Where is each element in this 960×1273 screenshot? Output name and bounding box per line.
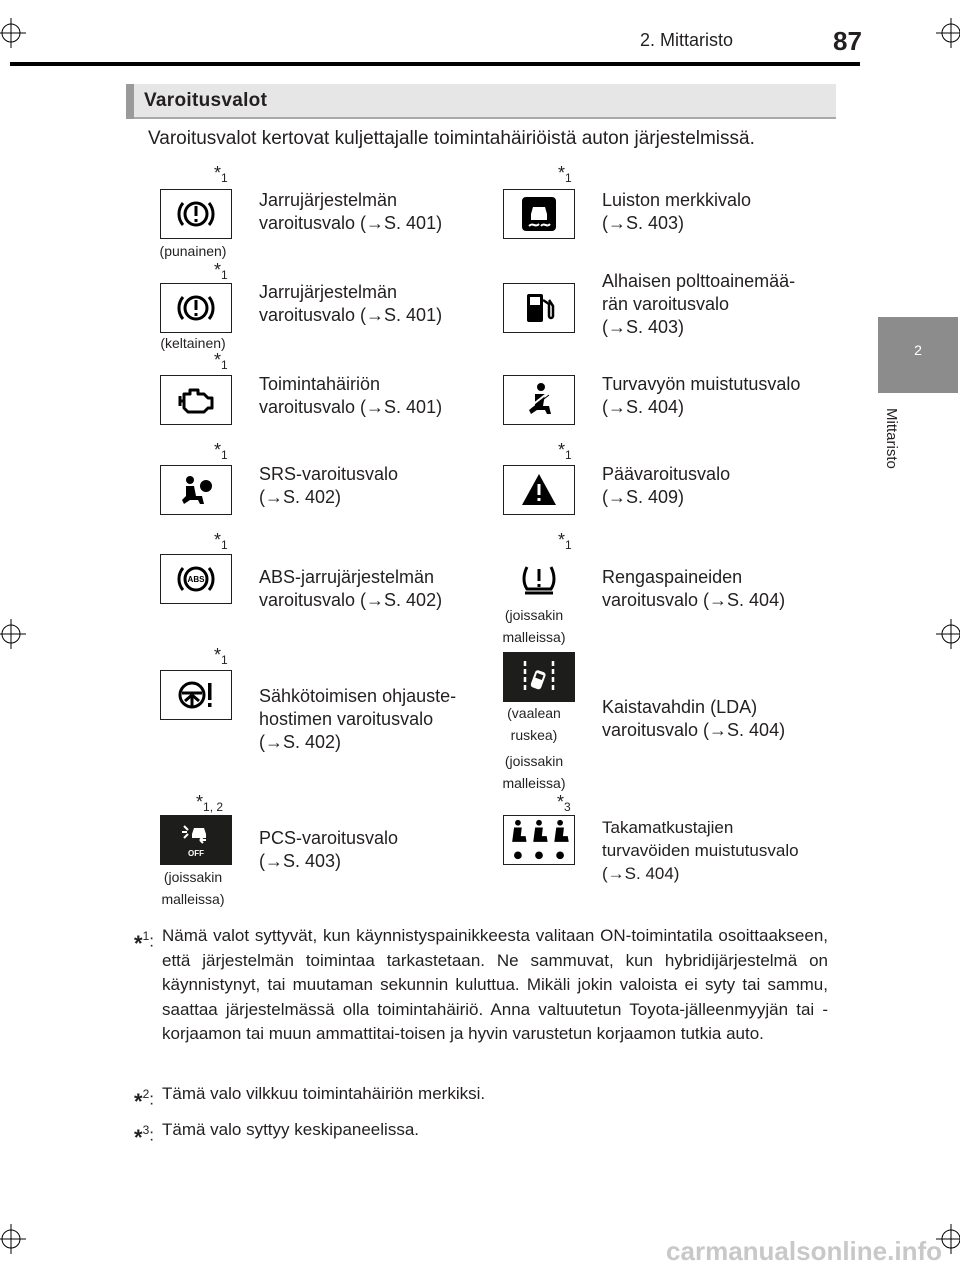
- tire-pressure-icon: [519, 559, 559, 599]
- color-note: (keltainen): [160, 335, 226, 351]
- chapter-tab: [878, 317, 958, 393]
- crop-mark-icon: [0, 18, 26, 48]
- light-description: Sähkötoimisen ohjauste- hostimen varoitusvalo (→S. 402): [259, 686, 457, 752]
- brake-warning-icon: [176, 194, 216, 234]
- lane-departure-icon: [519, 657, 559, 697]
- abs-icon-box: [160, 554, 232, 604]
- footnote-1: *$^1$: Nämä valot syttyvät, kun käynnistyspainikkeesta valitaan ON-toimintatila osoittaakseen, että järjestelmän toimintaa tarkastetaan. Ne sammuvat, kun hybridijärjestelmä on käynnistynyt, tai muutaman sekunnin kuluttua. Mikäli jokin valoista ei syty tai sammu, saattaa järjestelmässä olla toimintahäiriö. Anna valtuutetun Toyota-jälleenmyyjän tai -korjaamon tai muun ammattitai-toisen ja hyvin varustetun korjaamon tutkia auto.: [134, 926, 828, 1043]
- footnote-marker: $*_1$: [214, 163, 228, 185]
- footnote-marker: $*_1$: [214, 440, 228, 462]
- footnote-2-marker: *$^2$:: [134, 1087, 154, 1114]
- availability-note: (joissakin malleissa): [502, 753, 566, 791]
- chapter-title: 2. Mittaristo: [640, 30, 734, 50]
- chapter-tab-label-wrap: [872, 400, 912, 500]
- airbag-icon-box: [160, 465, 232, 515]
- footnote-marker: $*_1$: [214, 260, 228, 282]
- crop-mark-icon: [0, 1224, 26, 1254]
- section-heading-bar: [126, 84, 836, 119]
- light-description: Toimintahäiriön varoitusvalo (→S. 401): [259, 374, 443, 417]
- availability-note: (joissakin malleissa): [161, 869, 225, 907]
- footnote-marker: $*_1$: [558, 163, 572, 185]
- light-description: Päävaroitusvalo (→S. 409): [602, 464, 731, 507]
- footnote-marker: $*_1$: [558, 440, 572, 462]
- fuel-icon-box: [503, 283, 575, 333]
- footnote-marker: $*_1$: [214, 350, 228, 372]
- light-description: Rengaspaineiden varoitusvalo (→S. 404): [602, 567, 786, 610]
- tire-pressure-icon-box: [503, 554, 575, 604]
- slip-indicator-icon-box: [503, 189, 575, 239]
- pcs-off-icon: [176, 820, 216, 860]
- header-divider: [10, 62, 860, 66]
- master-warning-icon-box: [503, 465, 575, 515]
- airbag-icon: [176, 470, 216, 510]
- availability-note: (joissakin malleissa): [502, 607, 566, 645]
- seatbelt-icon-box: [503, 375, 575, 425]
- section-title: Varoitusvalot: [144, 90, 268, 111]
- light-description: Kaistavahdin (LDA) varoitusvalo (→S. 404): [602, 697, 786, 740]
- abs-icon: [176, 559, 216, 599]
- footnote-marker: $*_{1, 2}$: [196, 792, 224, 814]
- light-description: ABS-jarrujärjestelmän varoitusvalo (→S. 402): [259, 567, 443, 610]
- power-steering-icon-box: [160, 670, 232, 720]
- section-stripe: [126, 84, 134, 119]
- lane-departure-icon-box: [503, 652, 575, 702]
- pcs-off-icon-box: [160, 815, 232, 865]
- seatbelt-icon: [519, 380, 559, 420]
- chapter-tab-number: 2: [914, 342, 922, 358]
- footnote-marker: $*_1$: [558, 530, 572, 552]
- light-description: Jarrujärjestelmän varoitusvalo (→S. 401): [259, 282, 443, 325]
- fuel-icon: [519, 288, 559, 328]
- light-description: Alhaisen polttoainemää- rän varoitusvalo (→S. 403): [602, 271, 796, 337]
- crop-mark-icon: [936, 619, 960, 649]
- master-warning-icon: [519, 470, 559, 510]
- color-note: (punainen): [159, 243, 227, 259]
- rear-seatbelt-icon: [505, 817, 573, 863]
- watermark: carmanualsonline.info: [666, 1236, 942, 1266]
- slip-indicator-icon: [519, 194, 559, 234]
- footnote-2: *$^2$: Tämä valo vilkkuu toimintahäiriön merkiksi.: [134, 1084, 486, 1114]
- light-description: Luiston merkkivalo (→S. 403): [602, 190, 752, 233]
- footnote-1-marker: *$^1$:: [134, 929, 154, 956]
- engine-icon: [176, 380, 216, 420]
- footnote-marker: $*_1$: [214, 530, 228, 552]
- color-note: (vaalean ruskea): [507, 705, 561, 743]
- light-description: PCS-varoitusvalo (→S. 403): [259, 828, 399, 871]
- svg-text:ABS: ABS: [187, 575, 205, 584]
- light-description: Turvavyön muistutusvalo (→S. 404): [602, 374, 801, 417]
- light-description: SRS-varoitusvalo (→S. 402): [259, 464, 399, 507]
- brake-warning-icon-box: [160, 189, 232, 239]
- power-steering-icon: [176, 675, 216, 715]
- light-description: Jarrujärjestelmän varoitusvalo (→S. 401): [259, 190, 443, 233]
- footnote-3-marker: *$^3$:: [134, 1123, 154, 1150]
- page-number: 87: [833, 26, 862, 56]
- light-description: Takamatkustajien turvavöiden muistutusvalo (→S. 404): [602, 818, 799, 883]
- svg-text:OFF: OFF: [188, 849, 204, 858]
- crop-mark-icon: [936, 18, 960, 48]
- brake-warning-icon-box: [160, 283, 232, 333]
- footnote-3: *$^3$: Tämä valo syttyy keskipaneelissa.: [134, 1120, 419, 1150]
- engine-icon-box: [160, 375, 232, 425]
- rear-seatbelt-icon-box: [503, 815, 575, 865]
- footnote-marker: $*_3$: [557, 792, 571, 814]
- footnote-marker: $*_1$: [214, 645, 228, 667]
- chapter-tab-label: Mittaristo: [883, 408, 900, 469]
- brake-warning-icon: [176, 288, 216, 328]
- crop-mark-icon: [0, 619, 26, 649]
- section-intro: Varoitusvalot kertovat kuljettajalle toimintahäiriöistä auton järjestelmissä.: [148, 128, 755, 149]
